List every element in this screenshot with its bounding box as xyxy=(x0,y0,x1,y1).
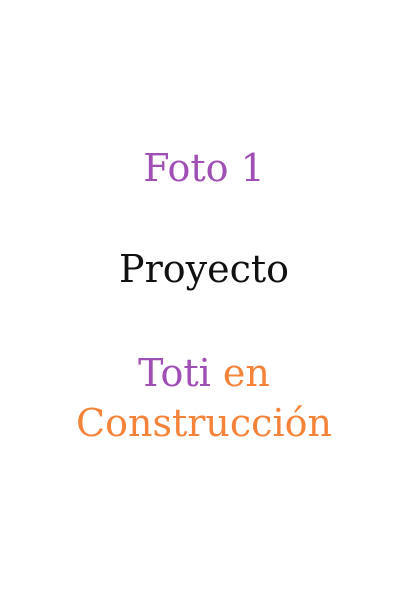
title-word-toti: Toti xyxy=(138,351,211,395)
title-line-1 xyxy=(0,350,408,396)
project-label: Proyecto xyxy=(119,247,289,291)
title-line-2: Construcción xyxy=(76,401,332,445)
title-word-en: en xyxy=(222,351,270,395)
photo-label: Foto 1 xyxy=(143,146,265,190)
